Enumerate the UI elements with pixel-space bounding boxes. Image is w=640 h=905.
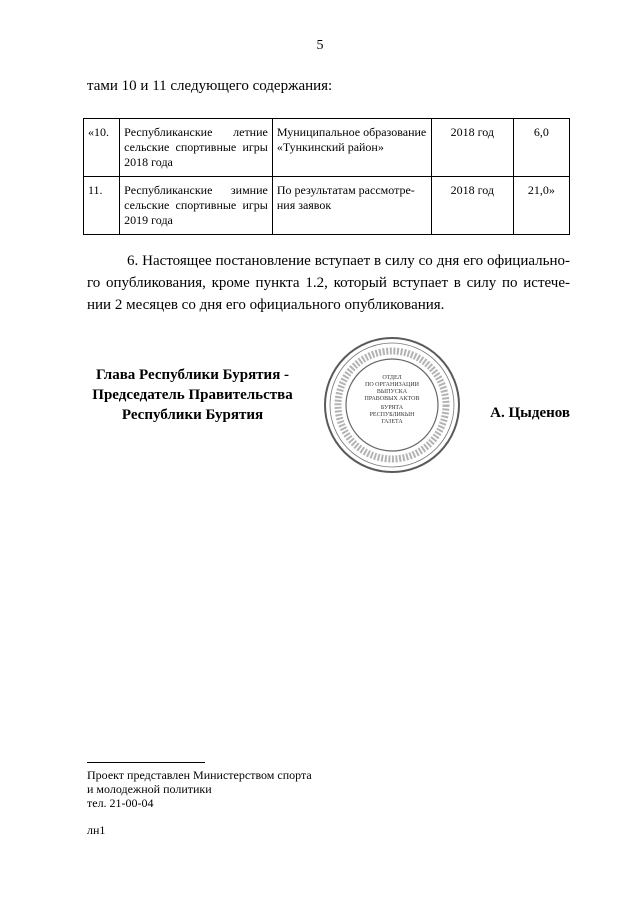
footnote-line: тел. 21-00-04 xyxy=(87,796,154,810)
row-number: «10. xyxy=(84,119,120,177)
event-year: 2018 год xyxy=(432,119,514,177)
seal-text-line: ПРАВОВЫХ АКТОВ xyxy=(364,396,420,402)
seal-text-line: РЕСПУБЛИКЫН xyxy=(369,412,415,418)
page-number: 5 xyxy=(316,38,324,53)
footnote-divider xyxy=(87,762,205,763)
official-seal-icon xyxy=(322,335,462,475)
row-number: 11. xyxy=(84,177,120,235)
signatory-title-line: Глава Республики Бурятия - xyxy=(95,367,290,383)
seal-text-line: ГАЗЕТА xyxy=(381,419,403,425)
footnote xyxy=(87,768,312,810)
intro-text: тами 10 и 11 следующего содержания: xyxy=(87,78,333,94)
table-row xyxy=(84,119,570,177)
table-row xyxy=(84,177,570,235)
event-place: По результатам рассмотре-ния заявок xyxy=(272,177,431,235)
event-name: Республиканские летние сельские спортивные игры 2018 года xyxy=(120,119,273,177)
event-year: 2018 год xyxy=(432,177,514,235)
document-marker: лн1 xyxy=(87,823,106,837)
seal-text-line: ОТДЕЛ xyxy=(382,375,402,381)
signatory-name: А. Цыденов xyxy=(490,405,570,421)
footnote-line: Проект представлен Министерством спорта xyxy=(87,768,312,782)
signatory-title-line: Республики Бурятия xyxy=(121,407,264,423)
paragraph-6: 6. Настоящее постановление вступает в силу со дня его официально-го опубликования, кроме пункта 1.2, который вступает в силу по истече-нии 2 месяцев со дня его официального опубликования. xyxy=(87,253,570,313)
seal-text-line: БУРЯТА xyxy=(380,405,404,411)
event-amount: 6,0 xyxy=(513,119,569,177)
events-table xyxy=(83,118,570,235)
event-name: Республиканские зимние сельские спортивные игры 2019 года xyxy=(120,177,273,235)
signatory-title-line: Председатель Правительства xyxy=(92,387,293,403)
seal-text-line: ПО ОРГАНИЗАЦИИ xyxy=(365,382,419,388)
footnote-line: и молодежной политики xyxy=(87,782,212,796)
event-place: Муниципальное образование «Тункинский район» xyxy=(272,119,431,177)
event-amount: 21,0» xyxy=(513,177,569,235)
signatory-title xyxy=(80,365,305,425)
seal-text-line: ВЫПУСКА xyxy=(376,389,408,395)
